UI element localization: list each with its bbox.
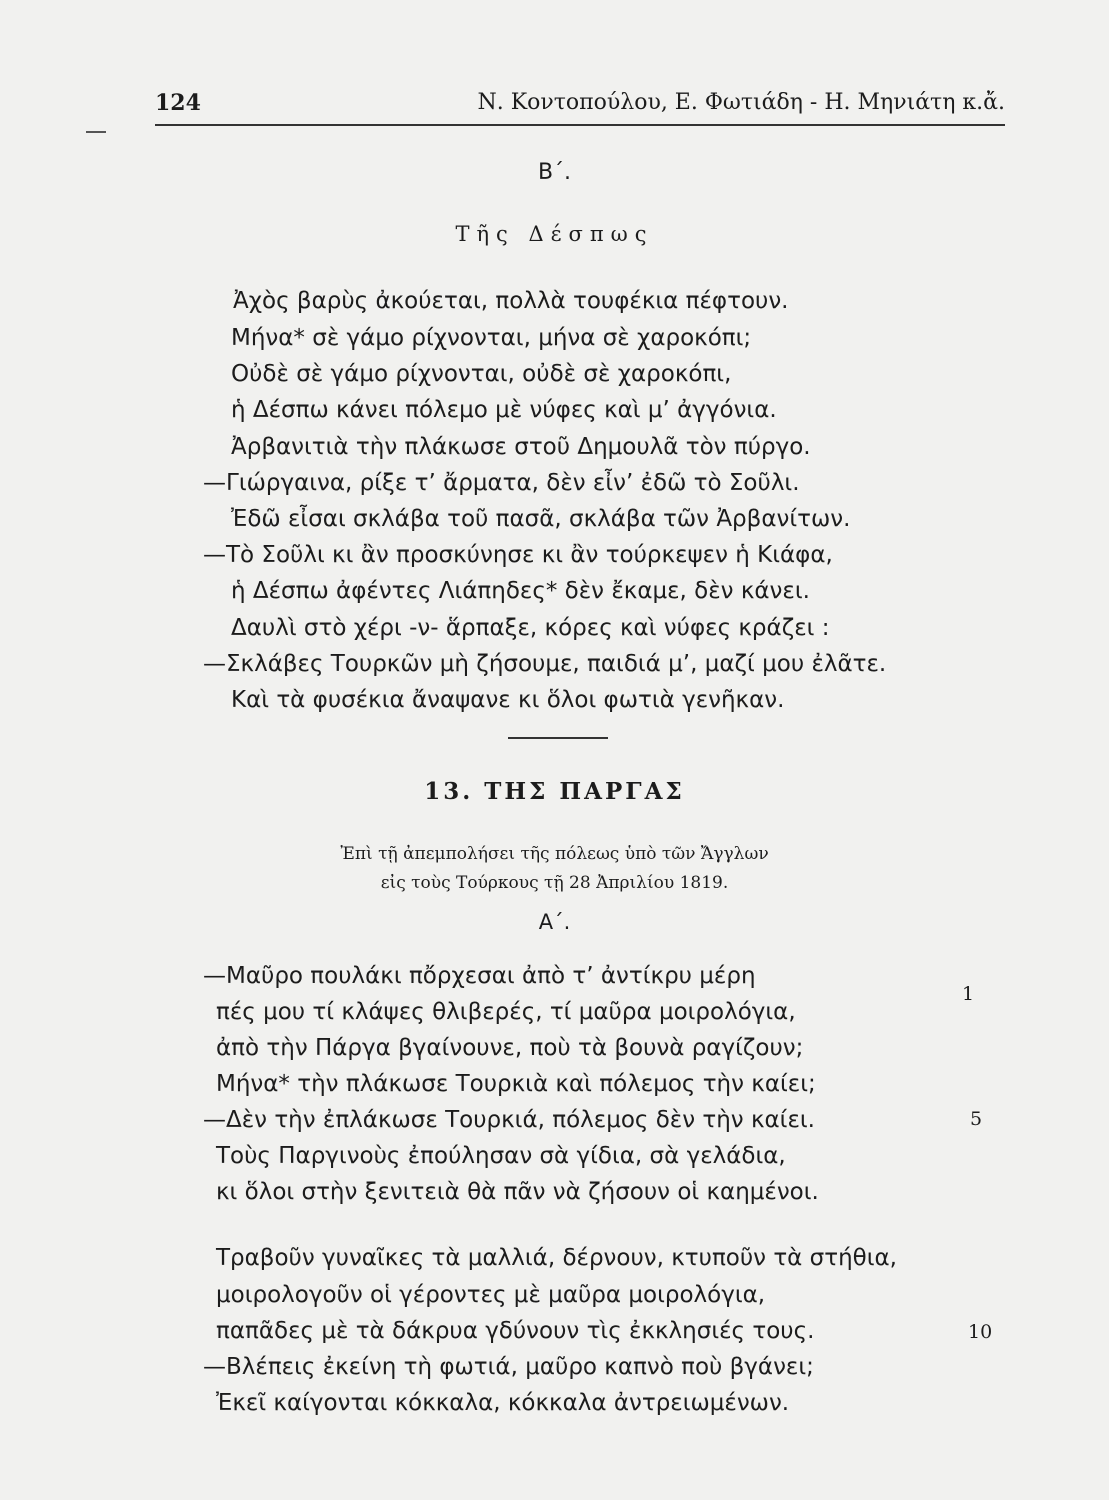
verse-line: —Μαῦρο πουλάκι πὄρχεσαι ἀπὸ τ’ ἀντίκρυ μέρη [203,963,756,989]
epigraph-line: Ἐπὶ τῇ ἀπεμπολήσει τῆς πόλεως ὑπὸ τῶν Ἄγγλων [340,844,769,864]
epigraph-line: εἰς τοὺς Τούρκους τῇ 28 Ἀπριλίου 1819. [380,873,729,893]
verse-line: —Τὸ Σοῦλι κι ἂν προσκύνησε κι ἂν τούρκεψεν ἡ Κιάφα, [203,542,833,568]
verse-line: Μήνα* σὲ γάμο ρίχνονται, μήνα σὲ χαροκόπι; [231,325,752,351]
verse-line: Ἀχὸς βαρὺς ἀκούεται, πολλὰ τουφέκια πέφτουν. [233,288,789,314]
header-rule [155,124,1005,126]
section-b-title: Τῆς Δέσπως [455,222,654,246]
verse-line: Δαυλὶ στὸ χέρι -ν- ἅρπαξε, κόρες καὶ νύφες κράζει : [231,615,830,641]
page-header [155,90,1005,120]
verse-line: Μήνα* τὴν πλάκωσε Τουρκιὰ καὶ πόλεμος τὴν καίει; [216,1071,816,1097]
page-number: 124 [155,90,201,116]
verse-line: ἡ Δέσπω κάνει πόλεμο μὲ νύφες καὶ μ’ ἀγγόνια. [231,397,777,423]
section-b-label: Β΄. [537,160,572,185]
verse-line: Ἐκεῖ καίγονται κόκκαλα, κόκκαλα ἀντρειωμένων. [216,1390,790,1416]
verse-line: —Βλέπεις ἐκείνη τὴ φωτιά, μαῦρο καπνὸ ποὺ βγάνει; [203,1354,814,1380]
verse-line: Ἀρβανιτιὰ τὴν πλάκωσε στοῦ Δημουλᾶ τὸν πύργο. [231,434,811,460]
verse-line: Καὶ τὰ φυσέκια ἄναψανε κι ὅλοι φωτιὰ γενῆκαν. [231,687,785,713]
line-number: 10 [968,1321,993,1343]
verse-line: ἡ Δέσπω ἀφέντες Λιάπηδες* δὲν ἔκαμε, δὲν κάνει. [231,578,810,604]
verse-line: —Σκλάβες Τουρκῶν μὴ ζήσουμε, παιδιά μ’, μαζί μου ἐλᾶτε. [203,651,887,677]
running-head: Ν. Κοντοπούλου, Ε. Φωτιάδη - Η. Μηνιάτη κ.ἄ. [477,90,1005,115]
verse-line: παπᾶδες μὲ τὰ δάκρυα γδύνουν τὶς ἐκκλησιές τους. [216,1318,815,1344]
verse-line: Τοὺς Παργινοὺς ἐπούλησαν σὰ γίδια, σὰ γελάδια, [216,1143,786,1169]
section-a-label: Α΄. [538,910,571,934]
verse-line: πές μου τί κλάψες θλιβερές, τί μαῦρα μοιρολόγια, [216,999,796,1025]
line-number: 1 [962,983,975,1005]
line-number: 5 [970,1108,983,1130]
verse-line: ἀπὸ τὴν Πάργα βγαίνουνε, ποὺ τὰ βουνὰ ραγίζουν; [216,1035,804,1061]
section-divider [508,737,608,739]
verse-line: κι ὅλοι στὴν ξενιτειὰ θὰ πᾶν νὰ ζήσουν οἱ καημένοι. [216,1179,819,1205]
verse-line: Οὐδὲ σὲ γάμο ρίχνονται, οὐδὲ σὲ χαροκόπι, [231,361,732,387]
verse-line: Ἐδῶ εἶσαι σκλάβα τοῦ πασᾶ, σκλάβα τῶν Ἀρβανίτων. [231,506,851,532]
verse-line: —Γιώργαινα, ρίξε τ’ ἄρματα, δὲν εἶν’ ἐδῶ τὸ Σοῦλι. [203,470,800,496]
verse-line: Τραβοῦν γυναῖκες τὰ μαλλιά, δέρνουν, κτυποῦν τὰ στήθια, [216,1245,897,1271]
margin-mark [86,131,106,133]
verse-line: μοιρολογοῦν οἱ γέροντες μὲ μαῦρα μοιρολόγια, [216,1282,766,1308]
verse-line: —Δὲν τὴν ἐπλάκωσε Τουρκιά, πόλεμος δὲν τὴν καίει. [203,1107,815,1133]
poem-title: 13. ΤΗΣ ΠΑΡΓΑΣ [424,778,685,805]
